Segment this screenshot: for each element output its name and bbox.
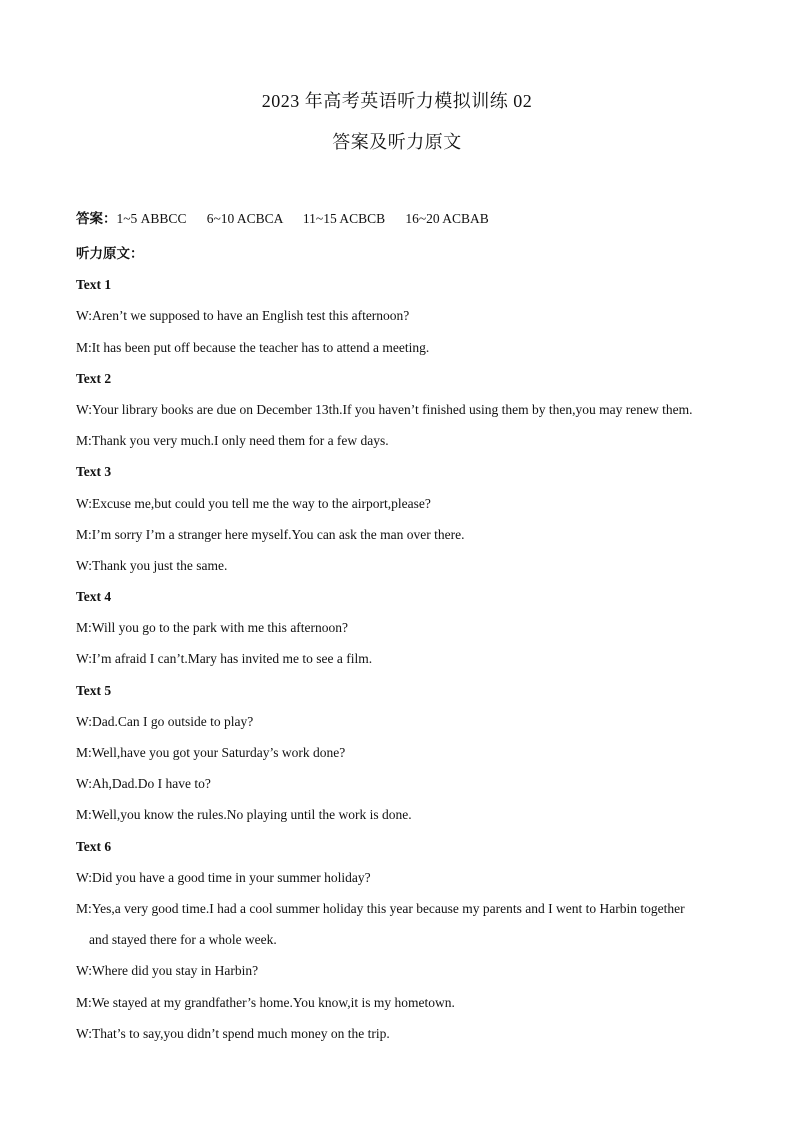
section-heading: Text 2 xyxy=(76,370,112,386)
dialogue-line: W:Where did you stay in Harbin? xyxy=(76,963,259,979)
dialogue-line: W:I’m afraid I can’t.Mary has invited me to see a film. xyxy=(76,651,373,667)
dialogue-line: W:Dad.Can I go outside to play? xyxy=(76,713,254,729)
dialogue-line: W:That’s to say,you didn’t spend much money on the trip. xyxy=(76,1025,390,1041)
section-heading: Text 1 xyxy=(76,277,112,293)
page-subtitle: 答案及听力原文 xyxy=(332,132,462,152)
dialogue-line: M:I’m sorry I’m a stranger here myself.You can ask the man over there. xyxy=(76,526,465,542)
dialogue-line: M:Well,have you got your Saturday’s work done? xyxy=(76,745,346,760)
section-heading: Text 3 xyxy=(76,464,112,480)
dialogue-line: W:Excuse me,but could you tell me the way to the airport,please? xyxy=(76,495,431,511)
dialogue-line: W:Your library books are due on December 13th.If you haven’t finished using them by then,you may renew them. xyxy=(76,401,693,417)
answer-group: 16~20 ACBAB xyxy=(405,211,489,226)
dialogue-line: M:Well,you know the rules.No playing until the work is done. xyxy=(76,807,412,823)
answer-key-label: 答案： xyxy=(76,211,117,226)
dialogue-line: W:Thank you just the same. xyxy=(76,557,228,573)
section-heading: Text 6 xyxy=(76,838,112,854)
answer-group: 6~10 ACBCA xyxy=(206,211,283,226)
dialogue-line: M:Thank you very much.I only need them for a few days. xyxy=(76,433,389,449)
dialogue-line: M:It has been put off because the teacher has to attend a meeting. xyxy=(76,339,430,355)
dialogue-line: W:Aren’t we supposed to have an English test this afternoon? xyxy=(76,308,410,324)
section-heading: Text 4 xyxy=(76,589,112,605)
transcript-label: 听力原文： xyxy=(76,246,144,261)
transcript xyxy=(76,238,726,1049)
section-heading: Text 5 xyxy=(76,682,112,698)
answer-group: 1~5 ABBCC xyxy=(116,211,187,226)
dialogue-line: and stayed there for a whole week. xyxy=(89,932,277,948)
answer-group: 11~15 ACBCB xyxy=(302,211,386,226)
dialogue-line: W:Ah,Dad.Do I have to? xyxy=(76,776,211,792)
answer-key xyxy=(76,207,489,227)
dialogue-line: M:We stayed at my grandfather’s home.You know,it is my hometown. xyxy=(76,994,455,1010)
transcript-lines xyxy=(76,269,726,1049)
dialogue-line: W:Did you have a good time in your summer holiday? xyxy=(76,869,371,885)
dialogue-line: M:Yes,a very good time.I had a cool summer holiday this year because my parents and I went to Harbin together xyxy=(76,900,685,916)
page-title: 2023 年高考英语听力模拟训练 02 xyxy=(261,91,533,111)
dialogue-line: M:Will you go to the park with me this afternoon? xyxy=(76,620,349,636)
